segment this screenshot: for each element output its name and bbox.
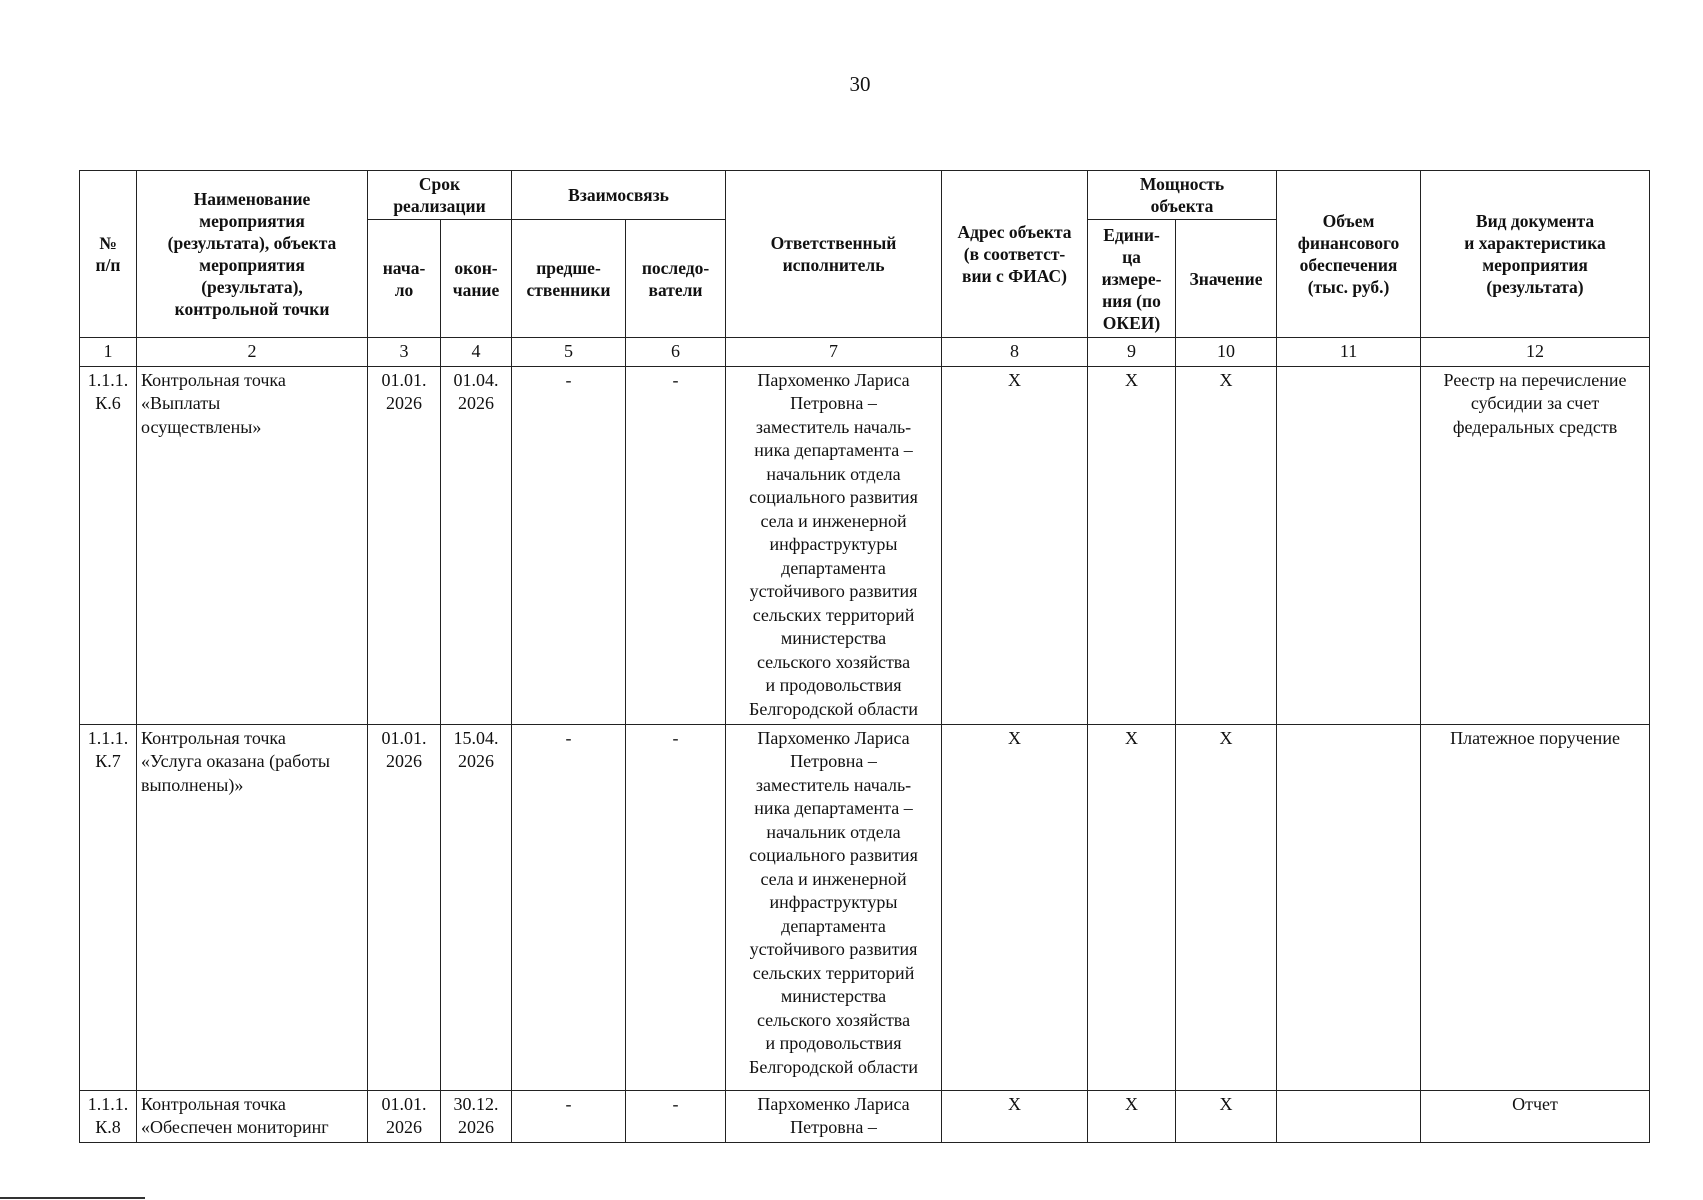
header-number: № п/п [80, 171, 137, 338]
header-term-group: Срок реализации [368, 171, 512, 220]
header-document: Вид документа и характеристика мероприятия (результата) [1421, 171, 1650, 338]
row-number: 1.1.1. К.8 [80, 1090, 137, 1142]
table-row [80, 1090, 1650, 1142]
row-predecessors: - [512, 366, 626, 724]
header-power-group: Мощность объекта [1088, 171, 1277, 220]
row-start-date: 01.01. 2026 [368, 724, 441, 1090]
row-unit: X [1088, 366, 1176, 724]
row-number: 1.1.1. К.6 [80, 366, 137, 724]
row-finance [1277, 724, 1421, 1090]
row-document: Платежное поручение [1421, 724, 1650, 1090]
row-responsible: Пархоменко Лариса Петровна – заместитель началь- ника департамента – начальник отдела социального развития села и инженерной инфраструктуры департамента устойчивого развития сельских территорий министерства сельского хозяйства и продовольствия Белгородской области [726, 724, 942, 1090]
header-link-group: Взаимосвязь [512, 171, 726, 220]
column-number: 6 [626, 338, 726, 367]
plan-table [79, 170, 1650, 1143]
row-predecessors: - [512, 1090, 626, 1142]
row-successors: - [626, 724, 726, 1090]
row-document: Реестр на перечисление субсидии за счет федеральных средств [1421, 366, 1650, 724]
header-address: Адрес объекта (в соответст- вии с ФИАС) [942, 171, 1088, 338]
header-start: нача- ло [368, 220, 441, 338]
table-row [80, 724, 1650, 1090]
column-number: 3 [368, 338, 441, 367]
header-unit: Едини- ца измере- ния (по ОКЕИ) [1088, 220, 1176, 338]
row-start-date: 01.01. 2026 [368, 1090, 441, 1142]
row-end-date: 01.04. 2026 [441, 366, 512, 724]
column-number: 9 [1088, 338, 1176, 367]
row-name: Контрольная точка «Услуга оказана (работы выполнены)» [137, 724, 368, 1090]
header-responsible: Ответственный исполнитель [726, 171, 942, 338]
row-name: Контрольная точка «Обеспечен мониторинг [137, 1090, 368, 1142]
table-header [80, 171, 1650, 367]
row-address: X [942, 724, 1088, 1090]
header-successors: последо- ватели [626, 220, 726, 338]
row-name: Контрольная точка «Выплаты осуществлены» [137, 366, 368, 724]
row-value: X [1176, 1090, 1277, 1142]
row-start-date: 01.01. 2026 [368, 366, 441, 724]
column-number: 2 [137, 338, 368, 367]
row-unit: X [1088, 724, 1176, 1090]
row-responsible: Пархоменко Лариса Петровна – [726, 1090, 942, 1142]
header-name: Наименование мероприятия (результата), объекта мероприятия (результата), контрольной точки [137, 171, 368, 338]
row-successors: - [626, 366, 726, 724]
row-end-date: 15.04. 2026 [441, 724, 512, 1090]
page-number: 30 [849, 72, 871, 96]
header-value: Значение [1176, 220, 1277, 338]
column-number: 11 [1277, 338, 1421, 367]
row-number: 1.1.1. К.7 [80, 724, 137, 1090]
row-document: Отчет [1421, 1090, 1650, 1142]
row-address: X [942, 1090, 1088, 1142]
row-value: X [1176, 724, 1277, 1090]
scan-artifact-line [0, 1197, 145, 1199]
table-row [80, 366, 1650, 724]
column-number-row [80, 338, 1650, 367]
column-number: 1 [80, 338, 137, 367]
header-end: окон- чание [441, 220, 512, 338]
row-address: X [942, 366, 1088, 724]
row-responsible: Пархоменко Лариса Петровна – заместитель началь- ника департамента – начальник отдела социального развития села и инженерной инфраструктуры департамента устойчивого развития сельских территорий министерства сельского хозяйства и продовольствия Белгородской области [726, 366, 942, 724]
header-predecessors: предше- ственники [512, 220, 626, 338]
row-end-date: 30.12. 2026 [441, 1090, 512, 1142]
row-successors: - [626, 1090, 726, 1142]
column-number: 8 [942, 338, 1088, 367]
row-value: X [1176, 366, 1277, 724]
row-predecessors: - [512, 724, 626, 1090]
column-number: 4 [441, 338, 512, 367]
column-number: 5 [512, 338, 626, 367]
row-finance [1277, 1090, 1421, 1142]
column-number: 7 [726, 338, 942, 367]
header-finance: Объем финансового обеспечения (тыс. руб.) [1277, 171, 1421, 338]
row-unit: X [1088, 1090, 1176, 1142]
column-number: 12 [1421, 338, 1650, 367]
column-number: 10 [1176, 338, 1277, 367]
row-finance [1277, 366, 1421, 724]
